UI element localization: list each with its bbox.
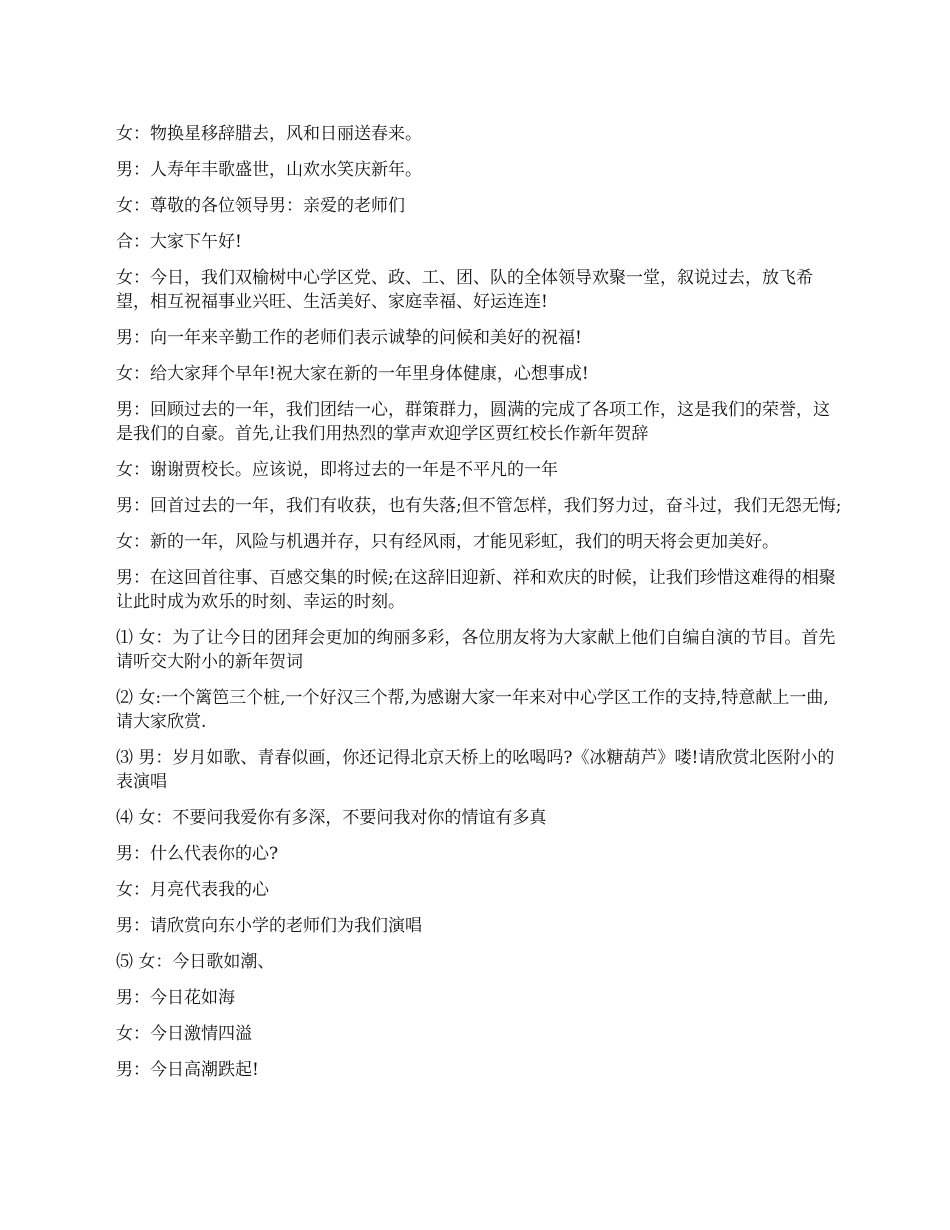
paragraph: ⑷ 女：不要问我爱你有多深，不要问我对你的情谊有多真	[116, 808, 547, 828]
paragraph: 男：在这回首往事、百感交集的时候;在这辞旧迎新、祥和欢庆的时候，让我们珍惜这难得的相聚让此时成为欢乐的时刻、幸运的时刻。	[116, 568, 836, 612]
paragraph: 男：今日花如海	[116, 988, 235, 1008]
paragraph: 女：月亮代表我的心	[116, 880, 269, 900]
paragraph: 女：今日，我们双榆树中心学区党、政、工、团、队的全体领导欢聚一堂，叙说过去，放飞希望，相互祝福事业兴旺、生活美好、家庭幸福、好运连连!	[116, 268, 813, 312]
paragraph: 男：今日高潮跌起!	[116, 1060, 259, 1080]
paragraph: 女：谢谢贾校长。应该说，即将过去的一年是不平凡的一年	[116, 460, 558, 480]
paragraph: 男：什么代表你的心?	[116, 844, 279, 864]
paragraph: 合：大家下午好!	[116, 232, 242, 252]
paragraph: 男：人寿年丰歌盛世，山欢水笑庆新年。	[116, 160, 422, 180]
paragraph: 女：尊敬的各位领导男：亲爱的老师们	[116, 196, 405, 216]
paragraph: ⑴ 女：为了让今日的团拜会更加的绚丽多彩，各位朋友将为大家献上他们自编自演的节目。首先请听交大附小的新年贺词	[116, 628, 836, 672]
paragraph: ⑸ 女：今日歌如潮、	[116, 952, 275, 972]
paragraph: 男：向一年来辛勤工作的老师们表示诚挚的问候和美好的祝福!	[116, 328, 582, 348]
paragraph: 女：今日激情四溢	[116, 1024, 252, 1044]
paragraph: 女：给大家拜个早年!祝大家在新的一年里身体健康，心想事成!	[116, 364, 589, 384]
paragraph: 男：请欣赏向东小学的老师们为我们演唱	[116, 916, 422, 936]
paragraph: ⑵ 女:一个篱笆三个桩,一个好汉三个帮,为感谢大家一年来对中心学区工作的支持,特意献上一曲,请大家欣赏.	[116, 688, 829, 732]
document-body	[116, 122, 843, 1094]
paragraph: 女：物换星移辞腊去，风和日丽送春来。	[116, 124, 422, 144]
paragraph: 男：回首过去的一年，我们有收获，也有失落;但不管怎样，我们努力过，奋斗过，我们无怨无悔;	[116, 496, 842, 516]
paragraph: 女：新的一年，风险与机遇并存，只有经风雨，才能见彩虹，我们的明天将会更加美好。	[116, 532, 779, 552]
paragraph: ⑶ 男：岁月如歌、青春似画，你还记得北京天桥上的吆喝吗?《冰糖葫芦》喽!请欣赏北医附小的表演唱	[116, 748, 835, 792]
paragraph: 男：回顾过去的一年，我们团结一心，群策群力，圆满的完成了各项工作，这是我们的荣誉，这是我们的自豪。首先,让我们用热烈的掌声欢迎学区贾红校长作新年贺辞	[116, 400, 830, 444]
